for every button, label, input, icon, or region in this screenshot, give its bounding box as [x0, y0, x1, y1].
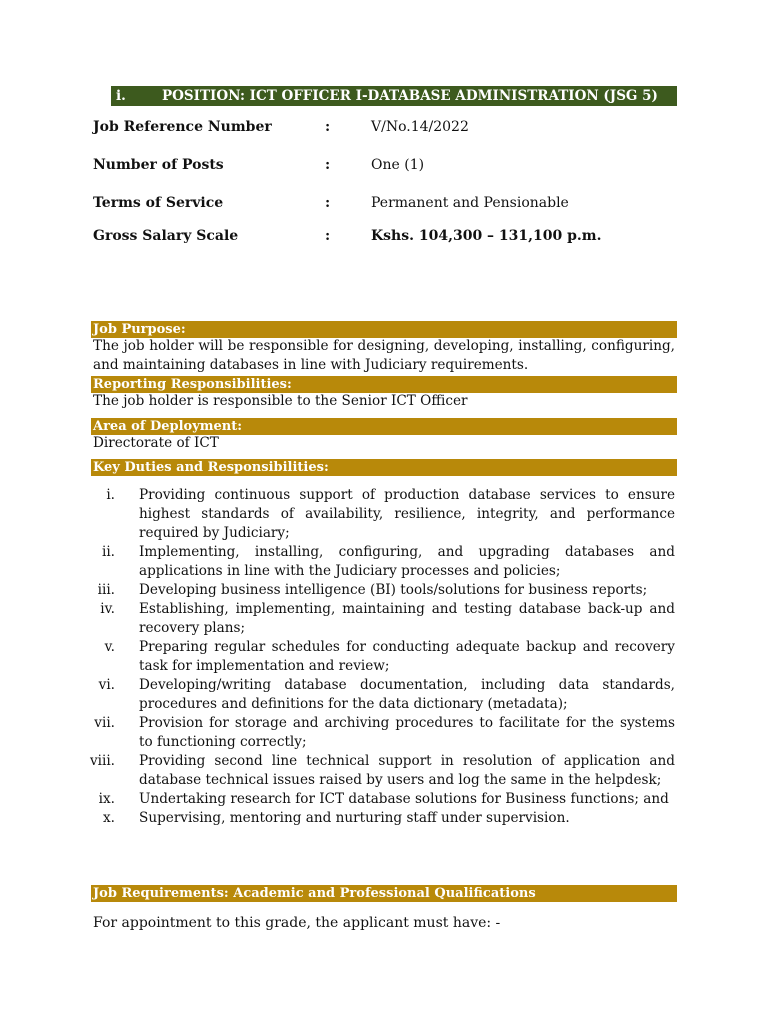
- list-item: [80, 600, 680, 638]
- duty-text: Providing continuous support of production database services to ensure highest standards of availability, resilience, integrity, and performance required by Judiciary;: [139, 487, 675, 541]
- duty-number: vi.: [98, 677, 115, 693]
- section-heading-requirements: Job Requirements: Academic and Professional Qualifications: [91, 885, 677, 902]
- list-item: [80, 581, 680, 600]
- position-number: i.: [116, 88, 126, 104]
- info-value: V/No.14/2022: [371, 119, 469, 135]
- duty-number: ii.: [101, 544, 115, 560]
- duty-number: v.: [104, 639, 115, 655]
- duty-text: Preparing regular schedules for conducting adequate backup and recovery task for implementation and review;: [139, 639, 675, 674]
- duty-number: viii.: [89, 753, 115, 769]
- section-heading-reporting: Reporting Responsibilities:: [91, 376, 677, 393]
- duty-text: Supervising, mentoring and nurturing staff under supervision.: [139, 810, 570, 826]
- info-colon: :: [325, 195, 331, 211]
- info-colon: :: [325, 228, 331, 244]
- info-colon: :: [325, 119, 331, 135]
- duty-text: Implementing, installing, configuring, and upgrading databases and applications in line with the Judiciary processes and policies;: [139, 544, 675, 579]
- list-item: [80, 790, 680, 809]
- duty-number: iii.: [97, 582, 115, 598]
- job-purpose-text: The job holder will be responsible for designing, developing, installing, configuring, and maintaining databases in line with Judiciary requirements.: [93, 338, 675, 373]
- duty-text: Undertaking research for ICT database solutions for Business functions; and: [139, 791, 669, 807]
- list-item: [80, 486, 680, 543]
- info-row-gross-salary: [93, 226, 693, 246]
- duties-list: [80, 486, 680, 828]
- list-item: [80, 809, 680, 828]
- position-title: POSITION: ICT OFFICER I-DATABASE ADMINISTRATION (JSG 5): [162, 88, 658, 104]
- duty-number: vii.: [94, 715, 115, 731]
- info-value: Permanent and Pensionable: [371, 195, 569, 211]
- list-item: [80, 638, 680, 676]
- section-heading-deployment: Area of Deployment:: [91, 418, 677, 435]
- duty-number: ix.: [98, 791, 115, 807]
- duty-text: Establishing, implementing, maintaining and testing database back-up and recovery plans;: [139, 601, 675, 636]
- info-label: Number of Posts: [93, 157, 224, 173]
- list-item: [80, 543, 680, 581]
- section-heading-duties: Key Duties and Responsibilities:: [91, 459, 677, 476]
- list-item: [80, 676, 680, 714]
- position-header: [111, 86, 677, 106]
- duty-number: iv.: [100, 601, 115, 617]
- requirements-text: For appointment to this grade, the applicant must have: -: [93, 915, 501, 931]
- duty-text: Provision for storage and archiving procedures to facilitate for the systems to functioning correctly;: [139, 715, 675, 750]
- duty-text: Developing business intelligence (BI) tools/solutions for business reports;: [139, 582, 648, 598]
- deployment-text: Directorate of ICT: [93, 435, 219, 451]
- info-value: Kshs. 104,300 – 131,100 p.m.: [371, 228, 602, 244]
- duty-number: i.: [106, 487, 115, 503]
- info-row-terms-of-service: [93, 193, 693, 213]
- info-label: Gross Salary Scale: [93, 228, 239, 244]
- list-item: [80, 752, 680, 790]
- duty-text: Providing second line technical support in resolution of application and database technical issues raised by users and log the same in the helpdesk;: [139, 753, 675, 788]
- info-row-job-reference: [93, 117, 693, 137]
- info-label: Terms of Service: [93, 195, 224, 211]
- reporting-text: The job holder is responsible to the Senior ICT Officer: [93, 393, 468, 409]
- list-item: [80, 714, 680, 752]
- duty-text: Developing/writing database documentation, including data standards, procedures and definitions for the data dictionary (metadata);: [139, 677, 675, 712]
- info-row-number-of-posts: [93, 155, 693, 175]
- info-label: Job Reference Number: [93, 119, 272, 135]
- info-colon: :: [325, 157, 331, 173]
- section-heading-job-purpose: Job Purpose:: [91, 321, 677, 338]
- info-value: One (1): [371, 157, 425, 173]
- duty-number: x.: [103, 810, 115, 826]
